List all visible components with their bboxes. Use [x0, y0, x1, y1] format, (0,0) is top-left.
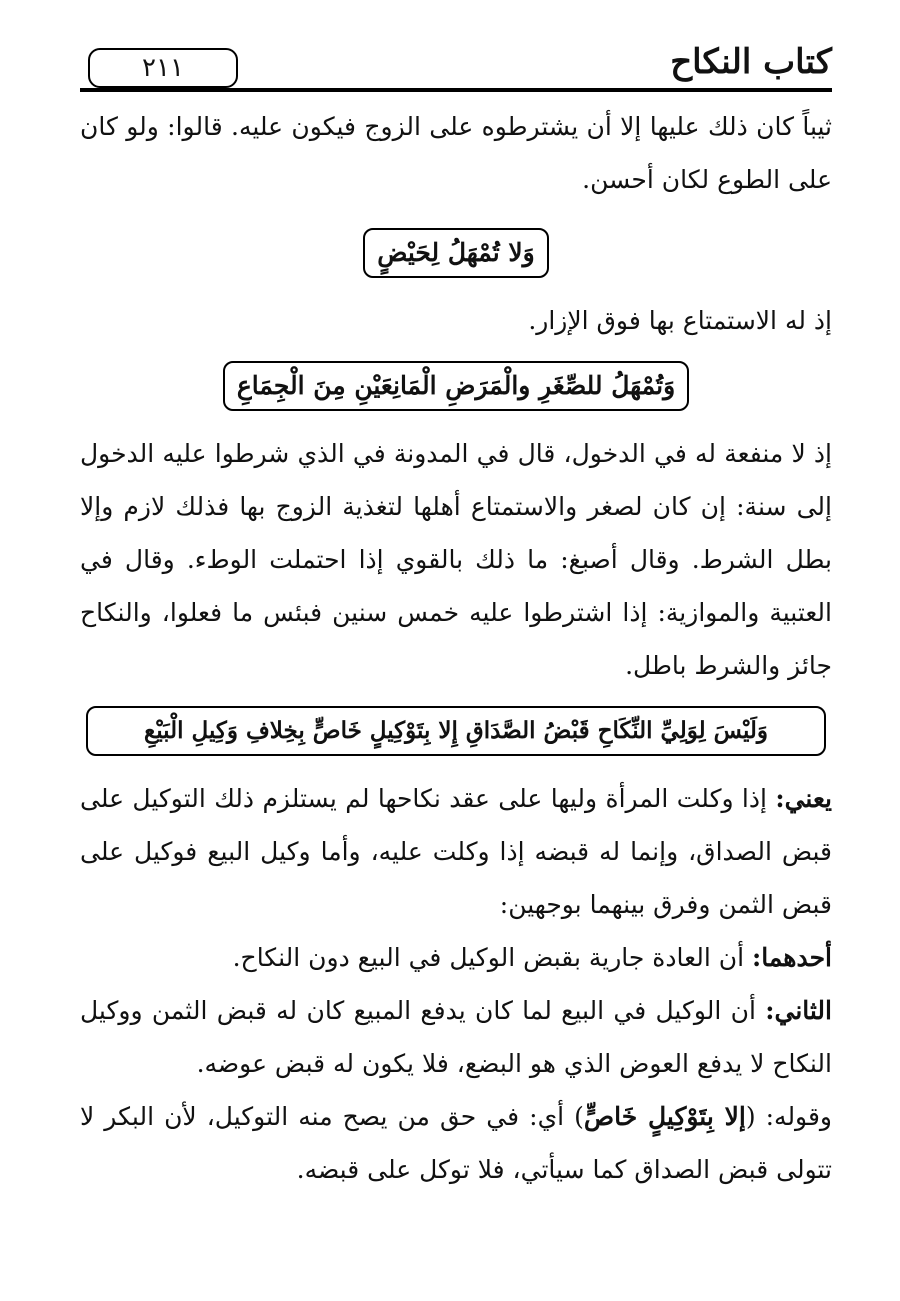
matn-box-1-wrap — [80, 228, 832, 278]
paragraph-7 — [80, 1090, 832, 1196]
page-number: ٢١١ — [88, 48, 238, 88]
paragraph-5-text: أن العادة جارية بقبض الوكيل في البيع دون النكاح. — [232, 943, 752, 972]
book-title: كتاب النكاح — [670, 42, 832, 82]
header-rule — [80, 88, 832, 92]
paragraph-4-text: إذا وكلت المرأة وليها على عقد نكاحها لم يستلزم ذلك التوكيل على قبض الصداق، وإنما له قبضه إذا وكلت عليه، وأما وكيل البيع فوكيل على قبض الثمن وفرق بينهما بوجهين: — [80, 784, 832, 919]
matn-box-2-wrap — [80, 361, 832, 411]
matn-box-3: وَلَيْسَ لِوَلِيِّ النِّكَاحِ قَبْضُ الصَّدَاقِ إِلا بِتَوْكِيلٍ خَاصٍّ بِخِلافِ وَكِيلِ الْبَيْعِ — [86, 706, 826, 756]
matn-box-2: وَتُمْهَلُ للصِّغَرِ والْمَرَضِ الْمَانِعَيْنِ مِنَ الْجِمَاعِ — [223, 361, 689, 411]
paragraph-1: ثيباً كان ذلك عليها إلا أن يشترطوه على الزوج فيكون عليه. قالوا: ولو كان على الطوع لكان أحسن. — [80, 112, 832, 194]
paragraph-7-pre: وقوله: ( — [745, 1102, 832, 1131]
paragraph-6-lead: الثاني: — [765, 996, 832, 1025]
paragraph-2: إذ له الاستمتاع بها فوق الإزار. — [528, 306, 832, 335]
paragraph-3: إذ لا منفعة له في الدخول، قال في المدونة في الذي شرطوا عليه الدخول إلى سنة: إن كان لصغر والاستمتاع أهلها لتغذية الزوج بها فذلك لازم وإلا بطل الشرط. وقال أصبغ: ما ذلك بالقوي إذا احتملت الوطء. وقال في العتبية والموازية: إذا اشترطوا عليه خمس سنين فبئس ما فعلوا، والنكاح جائز والشرط باطل. — [80, 439, 832, 680]
paragraph-5-lead: أحدهما: — [751, 943, 832, 972]
page-content — [80, 100, 832, 1196]
matn-box-1: وَلا تُمْهَلُ لِحَيْضٍ — [363, 228, 549, 278]
paragraph-6 — [80, 984, 832, 1090]
paragraph-6-text: أن الوكيل في البيع لما كان يدفع المبيع كان له قبض الثمن ووكيل النكاح لا يدفع العوض الذي هو البضع، فلا يكون له قبض عوضه. — [80, 996, 832, 1078]
paragraph-4-lead: يعني: — [775, 784, 832, 813]
paragraph-7-quote: إلا بِتَوْكِيلٍ خَاصٍّ — [583, 1102, 746, 1131]
paragraph-5 — [80, 931, 832, 984]
paragraph-4 — [80, 772, 832, 931]
matn-box-3-wrap — [80, 706, 832, 756]
paragraph-7-post: ) أي: في حق من يصح منه التوكيل، لأن البكر لا تتولى قبض الصداق كما سيأتي، فلا توكل على قبضه. — [80, 1102, 832, 1184]
